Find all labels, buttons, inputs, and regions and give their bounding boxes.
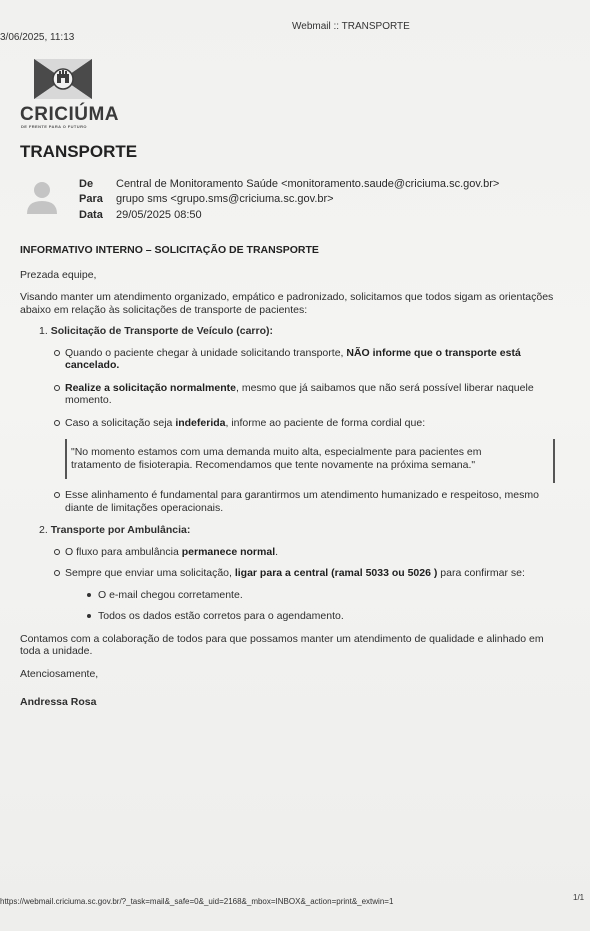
body-heading: INFORMATIVO INTERNO – SOLICITAÇÃO DE TRANSPORTE (20, 244, 319, 256)
email-subject: TRANSPORTE (20, 142, 138, 161)
section-1-heading (39, 325, 565, 338)
item-emphasis: Realize a solicitação normalmente (65, 381, 236, 394)
list-item (20, 546, 565, 559)
sub-list-item (20, 610, 565, 623)
sender-avatar-icon (24, 178, 60, 216)
closing-paragraph: Contamos com a colaboração de todos para que possamos manter um atendimento de qualidade e alinhado em toda a unidade. (20, 632, 544, 657)
section-1-title: Solicitação de Transporte de Veículo (carro): (50, 325, 274, 337)
item-text: Caso a solicitação seja (65, 416, 176, 429)
item-text: O fluxo para ambulância (65, 545, 182, 558)
to-value: grupo sms <grupo.sms@criciuma.sc.gov.br> (116, 193, 334, 206)
regards: Atenciosamente, (20, 667, 99, 680)
item-emphasis: NÃO informe que o transporte está cancelado. (65, 346, 521, 371)
list-item (20, 489, 565, 514)
logo-tagline: DE FRENTE PARA O FUTURO (21, 124, 87, 129)
circle-bullet-icon (54, 570, 60, 576)
date-label: Data (79, 208, 103, 221)
logo-city-name: CRICIÚMA (20, 104, 119, 125)
to-label: Para (79, 193, 103, 206)
section-1-number: 1. (39, 325, 48, 337)
criciuma-logo (20, 55, 120, 135)
item-text: para confirmar se: (437, 567, 525, 579)
print-footer-url: https://webmail.criciuma.sc.gov.br/?_task=mail&_safe=0&_uid=2168&_mbox=INBOX&_action=print&_extwin=1 (0, 897, 394, 906)
sub-list-item (20, 589, 565, 602)
city-coat-of-arms-icon (32, 57, 94, 101)
item-text: , mesmo que já saibamos que não será possível liberar naquele momento. (65, 381, 534, 406)
date-row (79, 207, 499, 223)
circle-bullet-icon (54, 350, 60, 356)
item-emphasis: indeferida (175, 416, 226, 429)
section-2-number: 2. (39, 524, 48, 536)
quote-text: "No momento estamos com uma demanda muito alta, especialmente para pacientes em tratamento de fisioterapia. Recomendamos que tente novamente na próxima semana." (71, 446, 482, 471)
to-row (79, 192, 499, 208)
signature: Andressa Rosa (20, 696, 97, 708)
item-text: Quando o paciente chegar à unidade solicitando transporte, (65, 346, 347, 359)
print-page-number: 1/1 (573, 893, 585, 902)
from-label: De (79, 177, 94, 190)
dot-bullet-icon (87, 614, 91, 618)
item-emphasis: ligar para a central (ramal 5033 ou 5026 ) (234, 567, 438, 579)
item-text: Sempre que enviar uma solicitação, (65, 567, 235, 579)
blockquote (65, 439, 559, 479)
email-headers (79, 176, 499, 223)
sub-item-text: Todos os dados estão corretos para o agendamento. (98, 610, 344, 622)
print-page-title: Webmail :: TRANSPORTE (292, 21, 410, 32)
circle-bullet-icon (54, 420, 60, 426)
from-value: Central de Monitoramento Saúde <monitoramento.saude@criciuma.sc.gov.br> (116, 177, 500, 190)
from-row (79, 176, 499, 192)
list-item (20, 347, 565, 372)
list-item (20, 417, 565, 430)
dot-bullet-icon (87, 593, 91, 597)
item-text: . (275, 545, 279, 558)
print-date: 3/06/2025, 11:13 (0, 32, 75, 43)
circle-bullet-icon (54, 492, 60, 498)
sub-item-text: O e-mail chegou corretamente. (98, 588, 243, 601)
intro-paragraph: Visando manter um atendimento organizado, empático e padronizado, solicitamos que todos sigam as orientações abaixo em relação às solicitações de transporte de pacientes: (20, 291, 554, 316)
list-item (20, 382, 565, 407)
item-emphasis: permanece normal (181, 545, 276, 558)
list-item (20, 567, 565, 580)
item-text: Esse alinhamento é fundamental para garantirmos um atendimento humanizado e respeitoso, mesmo diante de limitações operacionais. (65, 489, 539, 514)
date-value: 29/05/2025 08:50 (116, 208, 202, 221)
greeting: Prezada equipe, (20, 268, 97, 281)
section-2-heading (39, 524, 565, 537)
email-body (20, 244, 565, 709)
circle-bullet-icon (54, 385, 60, 391)
item-text: , informe ao paciente de forma cordial que: (225, 416, 426, 429)
section-2-title: Transporte por Ambulância: (50, 524, 191, 536)
circle-bullet-icon (54, 549, 60, 555)
